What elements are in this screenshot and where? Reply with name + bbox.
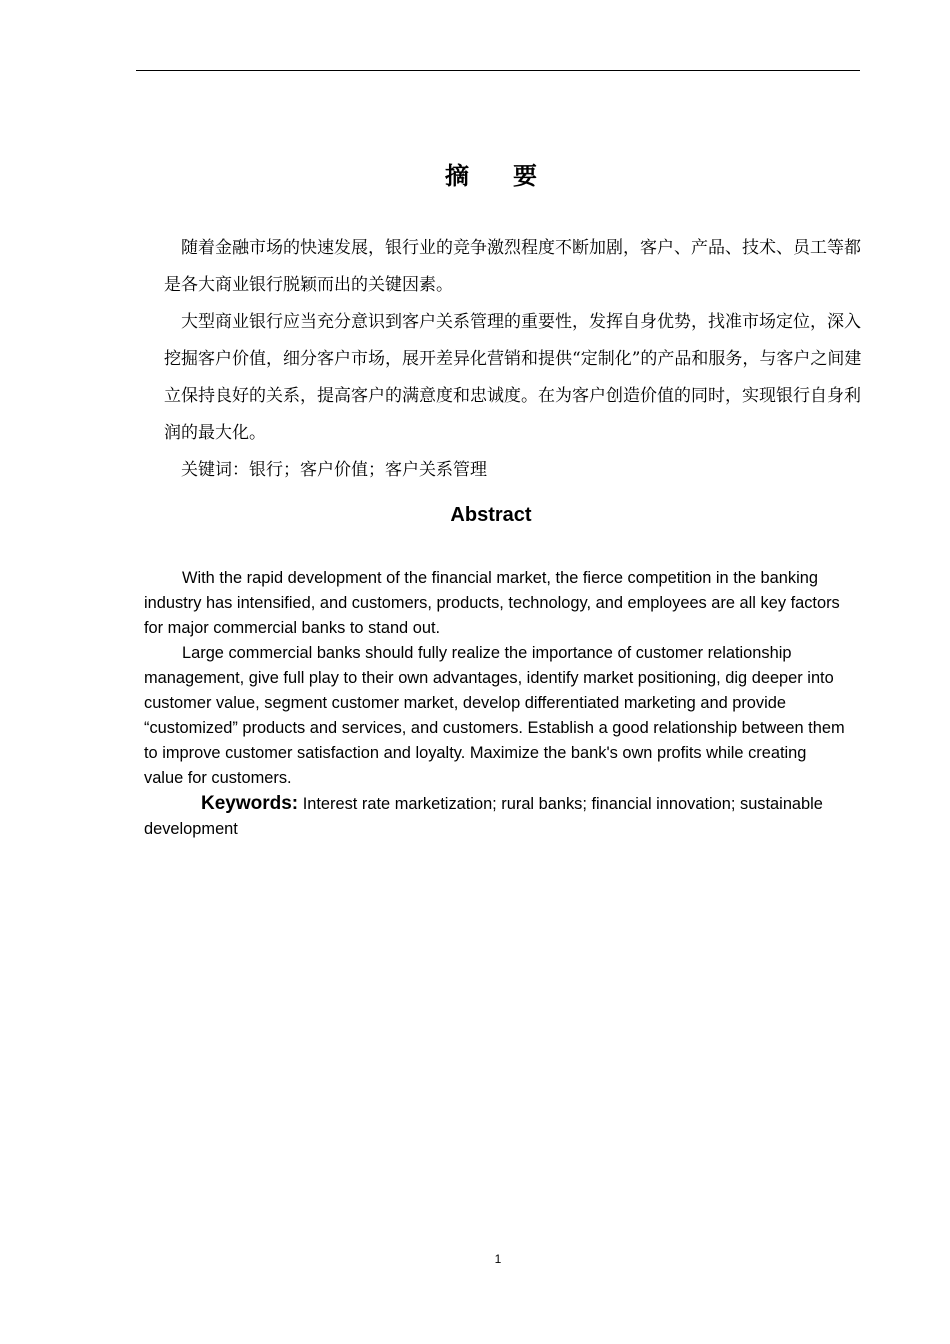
- english-abstract-body: [144, 566, 850, 842]
- chinese-keywords: 关键词：银行；客户价值；客户关系管理: [181, 460, 487, 480]
- english-abstract-paragraph-2: Large commercial banks should fully realize the importance of customer relationship management, give full play to their own advantages, identify market positioning, dig deeper into customer value, segment customer market, develop differentiated marketing and provide “customized” products and services, and customers. Establish a good relationship between them to improve customer satisfaction and loyalty. Maximize the bank's own profits while creating value for customers.: [144, 644, 845, 787]
- page-number: 1: [494, 1252, 502, 1266]
- chinese-abstract-body: [164, 230, 874, 489]
- header-rule: [136, 70, 860, 71]
- chinese-abstract-paragraph-1: 随着金融市场的快速发展，银行业的竞争激烈程度不断加剧，客户、产品、技术、员工等都是各大商业银行脱颖而出的关键因素。: [164, 238, 861, 295]
- english-abstract-title: Abstract: [450, 504, 532, 526]
- english-keywords-label: Keywords:: [201, 793, 299, 814]
- chinese-abstract-paragraph-2: 大型商业银行应当充分意识到客户关系管理的重要性，发挥自身优势，找准市场定位，深入挖掘客户价值，细分客户市场，展开差异化营销和提供“定制化”的产品和服务，与客户之间建立保持良好的关系，提高客户的满意度和忠诚度。在为客户创造价值的同时，实现银行自身利润的最大化。: [164, 312, 862, 443]
- english-abstract-paragraph-1: With the rapid development of the financial market, the fierce competition in the banking industry has intensified, and customers, products, technology, and employees are all key factors for major commercial banks to stand out.: [144, 569, 840, 637]
- chinese-abstract-title: 摘要: [445, 161, 581, 190]
- english-keywords: [144, 791, 850, 842]
- english-keywords-text: Interest rate marketization; rural banks; financial innovation; sustainable development: [144, 795, 823, 838]
